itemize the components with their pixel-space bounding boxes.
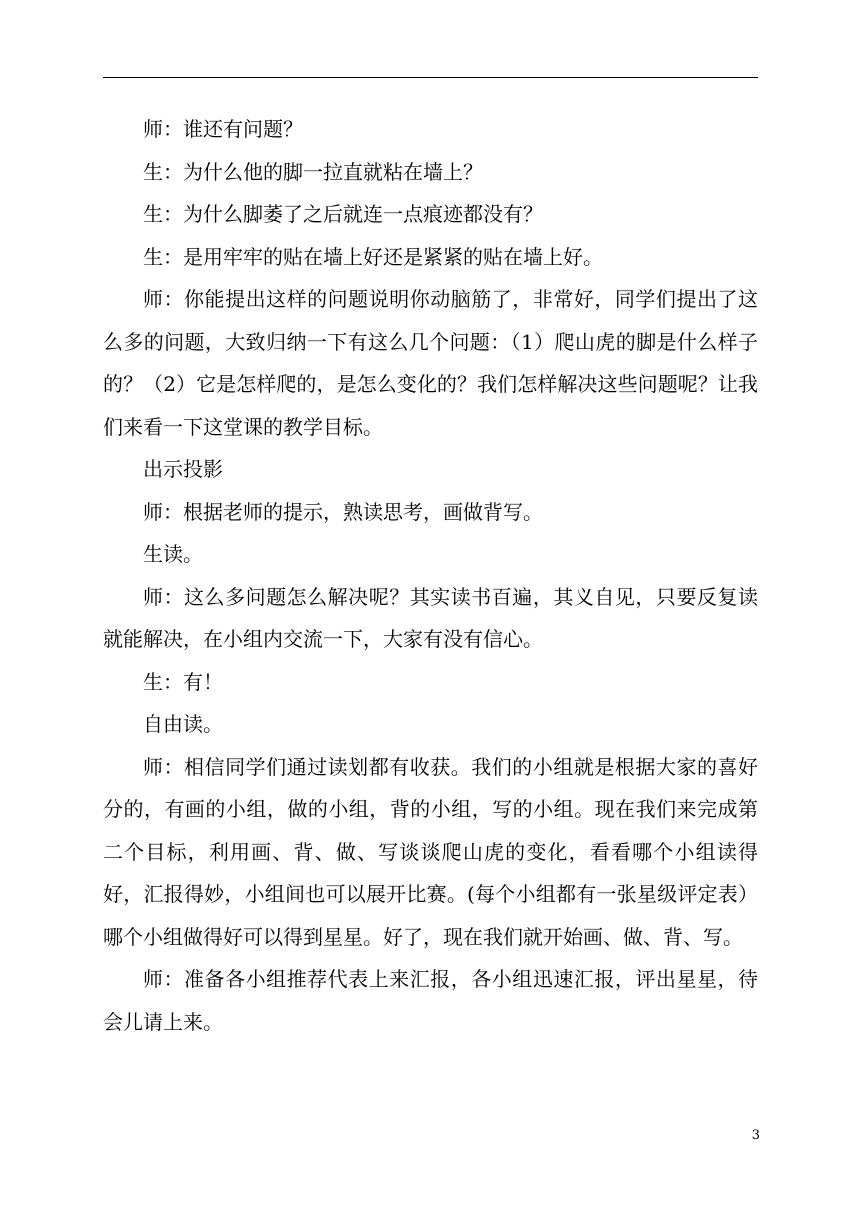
paragraph: 生：有！ — [143, 669, 223, 694]
paragraph: 出示投影 — [143, 457, 223, 481]
paragraph: 师：这么多问题怎么解决呢？其实读书百遍，其义自见，只要反复读就能解决，在小组内交流一下，大家有没有信心。 — [103, 584, 758, 651]
paragraph: 师：准备各小组推荐代表上来汇报，各小组迅速汇报，评出星星，待会儿请上来。 — [103, 967, 758, 1034]
header-rule — [103, 77, 758, 78]
paragraph: 师：相信同学们通过读划都有收获。我们的小组就是根据大家的喜好分的，有画的小组，做的小组，背的小组，写的小组。现在我们来完成第二个目标，利用画、背、做、写谈谈爬山虎的变化，看看哪个小组读得好，汇报得妙，小组间也可以展开比赛。(每个小组都有一张星级评定表）哪个小组做得好可以得到星星。好了，现在我们就开始画、做、背、写。 — [103, 754, 758, 949]
body-text — [103, 108, 758, 1043]
paragraph: 师：根据老师的提示，熟读思考，画做背写。 — [143, 499, 543, 524]
paragraph: 生读。 — [143, 542, 203, 566]
page-number: 3 — [751, 1128, 760, 1143]
paragraph: 生：为什么脚萎了之后就连一点痕迹都没有？ — [143, 202, 543, 226]
paragraph: 自由读。 — [143, 712, 223, 736]
paragraph: 师：你能提出这样的问题说明你动脑筋了，非常好，同学们提出了这么多的问题，大致归纳一下有这么几个问题：（1）爬山虎的脚是什么样子的？（2）它是怎样爬的，是怎么变化的？我们怎样解决这些问题呢？让我们来看一下这堂课的教学目标。 — [103, 287, 758, 439]
paragraph: 生：是用牢牢的贴在墙上好还是紧紧的贴在墙上好。 — [143, 244, 603, 269]
paragraph: 师：谁还有问题？ — [143, 117, 303, 141]
paragraph: 生：为什么他的脚一拉直就粘在墙上？ — [143, 159, 483, 184]
